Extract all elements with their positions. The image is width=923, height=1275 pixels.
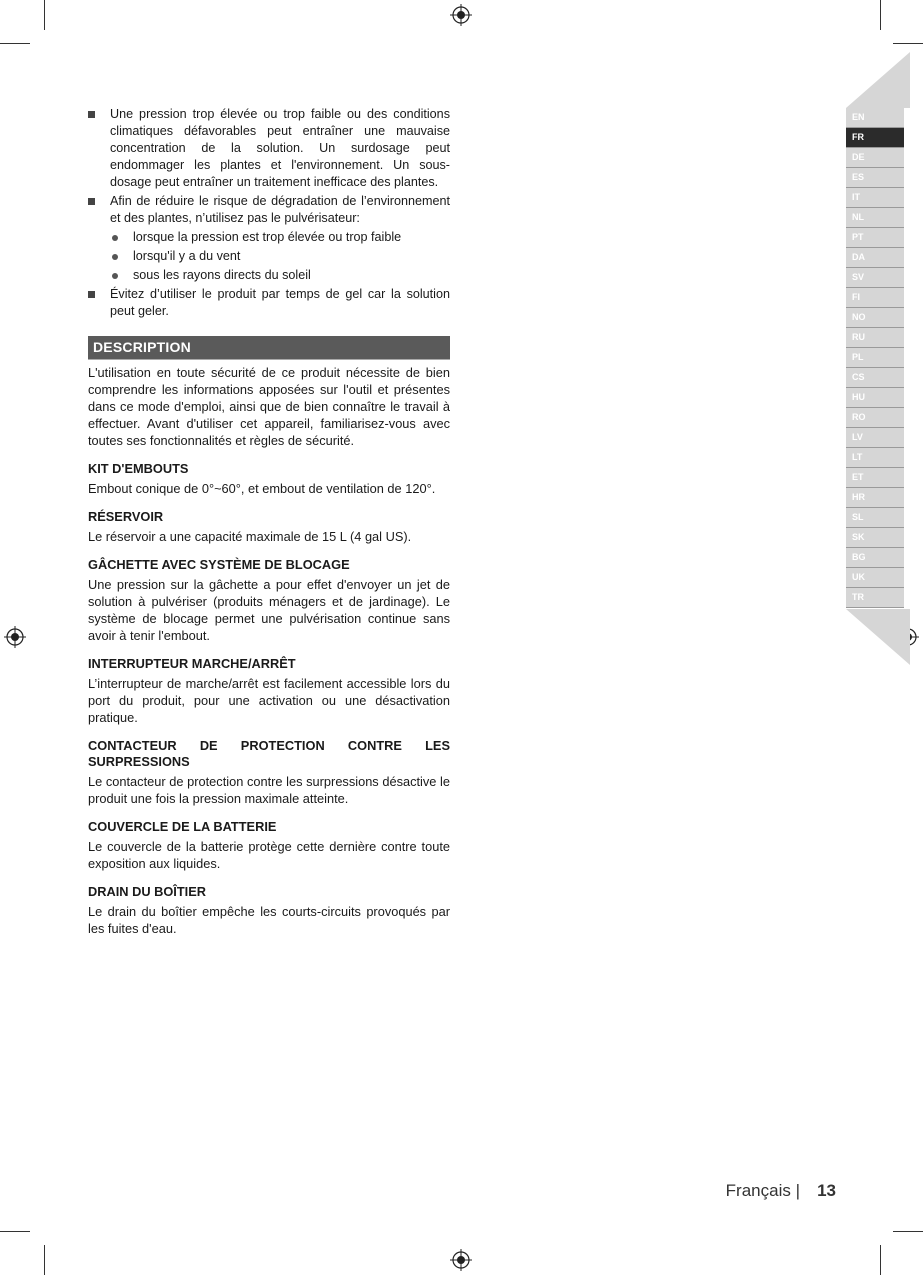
- square-bullet-icon: [88, 291, 95, 298]
- crop-mark: [44, 1245, 45, 1275]
- language-tab-sl[interactable]: SL: [846, 508, 904, 528]
- language-tab-tr[interactable]: TR: [846, 588, 904, 608]
- sub-list: [110, 229, 450, 284]
- crop-mark: [0, 1231, 30, 1232]
- list-item: [88, 286, 450, 320]
- safety-bullets: [88, 106, 450, 320]
- crop-mark: [893, 43, 923, 44]
- language-tab-lt[interactable]: LT: [846, 448, 904, 468]
- crop-mark: [893, 1231, 923, 1232]
- language-tab-ro[interactable]: RO: [846, 408, 904, 428]
- section-interrupteur: [88, 656, 450, 726]
- section-body: Le contacteur de protection contre les surpressions désactive le produit une fois la pression maximale atteinte.: [88, 774, 450, 806]
- language-tab-no[interactable]: NO: [846, 308, 904, 328]
- section-contacteur: [88, 738, 450, 807]
- language-tab-uk[interactable]: UK: [846, 568, 904, 588]
- section-title: GÂCHETTE AVEC SYSTÈME DE BLOCAGE: [88, 557, 350, 572]
- language-tab-pt[interactable]: PT: [846, 228, 904, 248]
- language-tab-hu[interactable]: HU: [846, 388, 904, 408]
- registration-mark-icon: [450, 1249, 472, 1271]
- language-tab-sk[interactable]: SK: [846, 528, 904, 548]
- language-tab-fr[interactable]: FR: [846, 128, 904, 148]
- round-bullet-icon: [112, 235, 118, 241]
- crop-mark: [880, 1245, 881, 1275]
- section-reservoir: [88, 509, 450, 545]
- crop-mark: [880, 0, 881, 30]
- section-drain: [88, 884, 450, 937]
- main-column: [88, 106, 450, 937]
- language-tab-es[interactable]: ES: [846, 168, 904, 188]
- language-tab-de[interactable]: DE: [846, 148, 904, 168]
- section-body: Le drain du boîtier empêche les courts-circuits provoqués par les fuites d'eau.: [88, 904, 450, 936]
- crop-mark: [0, 43, 30, 44]
- crop-mark: [44, 0, 45, 30]
- language-tab-da[interactable]: DA: [846, 248, 904, 268]
- bullet-text: Afin de réduire le risque de dégradation de l’environnement et des plantes, n’utilisez pas le pulvérisateur:: [110, 194, 450, 225]
- language-tab-it[interactable]: IT: [846, 188, 904, 208]
- round-bullet-icon: [112, 254, 118, 260]
- language-tab-sv[interactable]: SV: [846, 268, 904, 288]
- language-tab-fi[interactable]: FI: [846, 288, 904, 308]
- sub-list-item: sous les rayons directs du soleil: [110, 267, 450, 284]
- list-item: [88, 106, 450, 191]
- page-footer: [700, 1181, 840, 1203]
- section-body: Le couvercle de la batterie protège cette dernière contre toute exposition aux liquides.: [88, 839, 450, 871]
- language-tab-cs[interactable]: CS: [846, 368, 904, 388]
- round-bullet-icon: [112, 273, 118, 279]
- section-gachette: [88, 557, 450, 644]
- language-tab-ru[interactable]: RU: [846, 328, 904, 348]
- section-body: Embout conique de 0°~60°, et embout de ventilation de 120°.: [88, 481, 436, 496]
- footer-language-label: Français |: [725, 1181, 800, 1200]
- bullet-text: Une pression trop élevée ou trop faible ou des conditions climatiques défavorables peut entraîner une mauvaise concentration de la solution. Un surdosage peut endommager les plantes et l'environnement. Un sous-dosage peut entraîner un traitement inefficace des plantes.: [110, 107, 450, 189]
- language-tab-pl[interactable]: PL: [846, 348, 904, 368]
- section-title: DRAIN DU BOÎTIER: [88, 884, 207, 899]
- section-kit-embouts: [88, 461, 450, 497]
- description-heading: DESCRIPTION: [88, 336, 450, 360]
- page-number: 13: [817, 1181, 836, 1200]
- section-title: RÉSERVOIR: [88, 509, 164, 524]
- language-tab-hr[interactable]: HR: [846, 488, 904, 508]
- section-body: L’interrupteur de marche/arrêt est facilement accessible lors du port du produit, pour une activation ou une désactivation pratique.: [88, 676, 450, 725]
- registration-mark-icon: [450, 4, 472, 26]
- language-tab-list: [846, 108, 904, 608]
- section-title: KIT D'EMBOUTS: [88, 461, 189, 476]
- sub-list-item: lorsqu'il y a du vent: [110, 248, 450, 265]
- section-title: COUVERCLE DE LA BATTERIE: [88, 819, 277, 834]
- list-item: [88, 193, 450, 284]
- section-body: Une pression sur la gâchette a pour effet d'envoyer un jet de solution à pulvériser (produits ménagers et de jardinage). Le système de blocage permet une pulvérisation continue sans avoir à tenir l'embout.: [88, 577, 450, 643]
- bullet-text: Évitez d’utiliser le produit par temps de gel car la solution peut geler.: [110, 287, 450, 318]
- section-title: INTERRUPTEUR MARCHE/ARRÊT: [88, 656, 296, 671]
- language-tab-lv[interactable]: LV: [846, 428, 904, 448]
- section-title: CONTACTEUR DE PROTECTION CONTRE LES SURPRESSIONS: [88, 738, 450, 769]
- section-couvercle: [88, 819, 450, 872]
- description-intro: L'utilisation en toute sécurité de ce produit nécessite de bien comprendre les informations apposées sur l'outil et présentes dans ce mode d'emploi, ainsi que de bien connaître le travail à effectuer. Avant d'utiliser cet appareil, familiarisez-vous avec toutes ses fonctionnalités et règles de sécurité.: [88, 365, 450, 448]
- language-tab-nl[interactable]: NL: [846, 208, 904, 228]
- language-tab-bg[interactable]: BG: [846, 548, 904, 568]
- language-tab-bottom-bevel: [846, 609, 910, 665]
- language-tab-et[interactable]: ET: [846, 468, 904, 488]
- section-body: Le réservoir a une capacité maximale de 15 L (4 gal US).: [88, 529, 412, 544]
- square-bullet-icon: [88, 111, 95, 118]
- square-bullet-icon: [88, 198, 95, 205]
- language-tab-top-bevel: [846, 52, 910, 108]
- sub-list-item: lorsque la pression est trop élevée ou trop faible: [110, 229, 450, 246]
- language-tab-en[interactable]: EN: [846, 108, 904, 128]
- registration-mark-icon: [4, 626, 26, 648]
